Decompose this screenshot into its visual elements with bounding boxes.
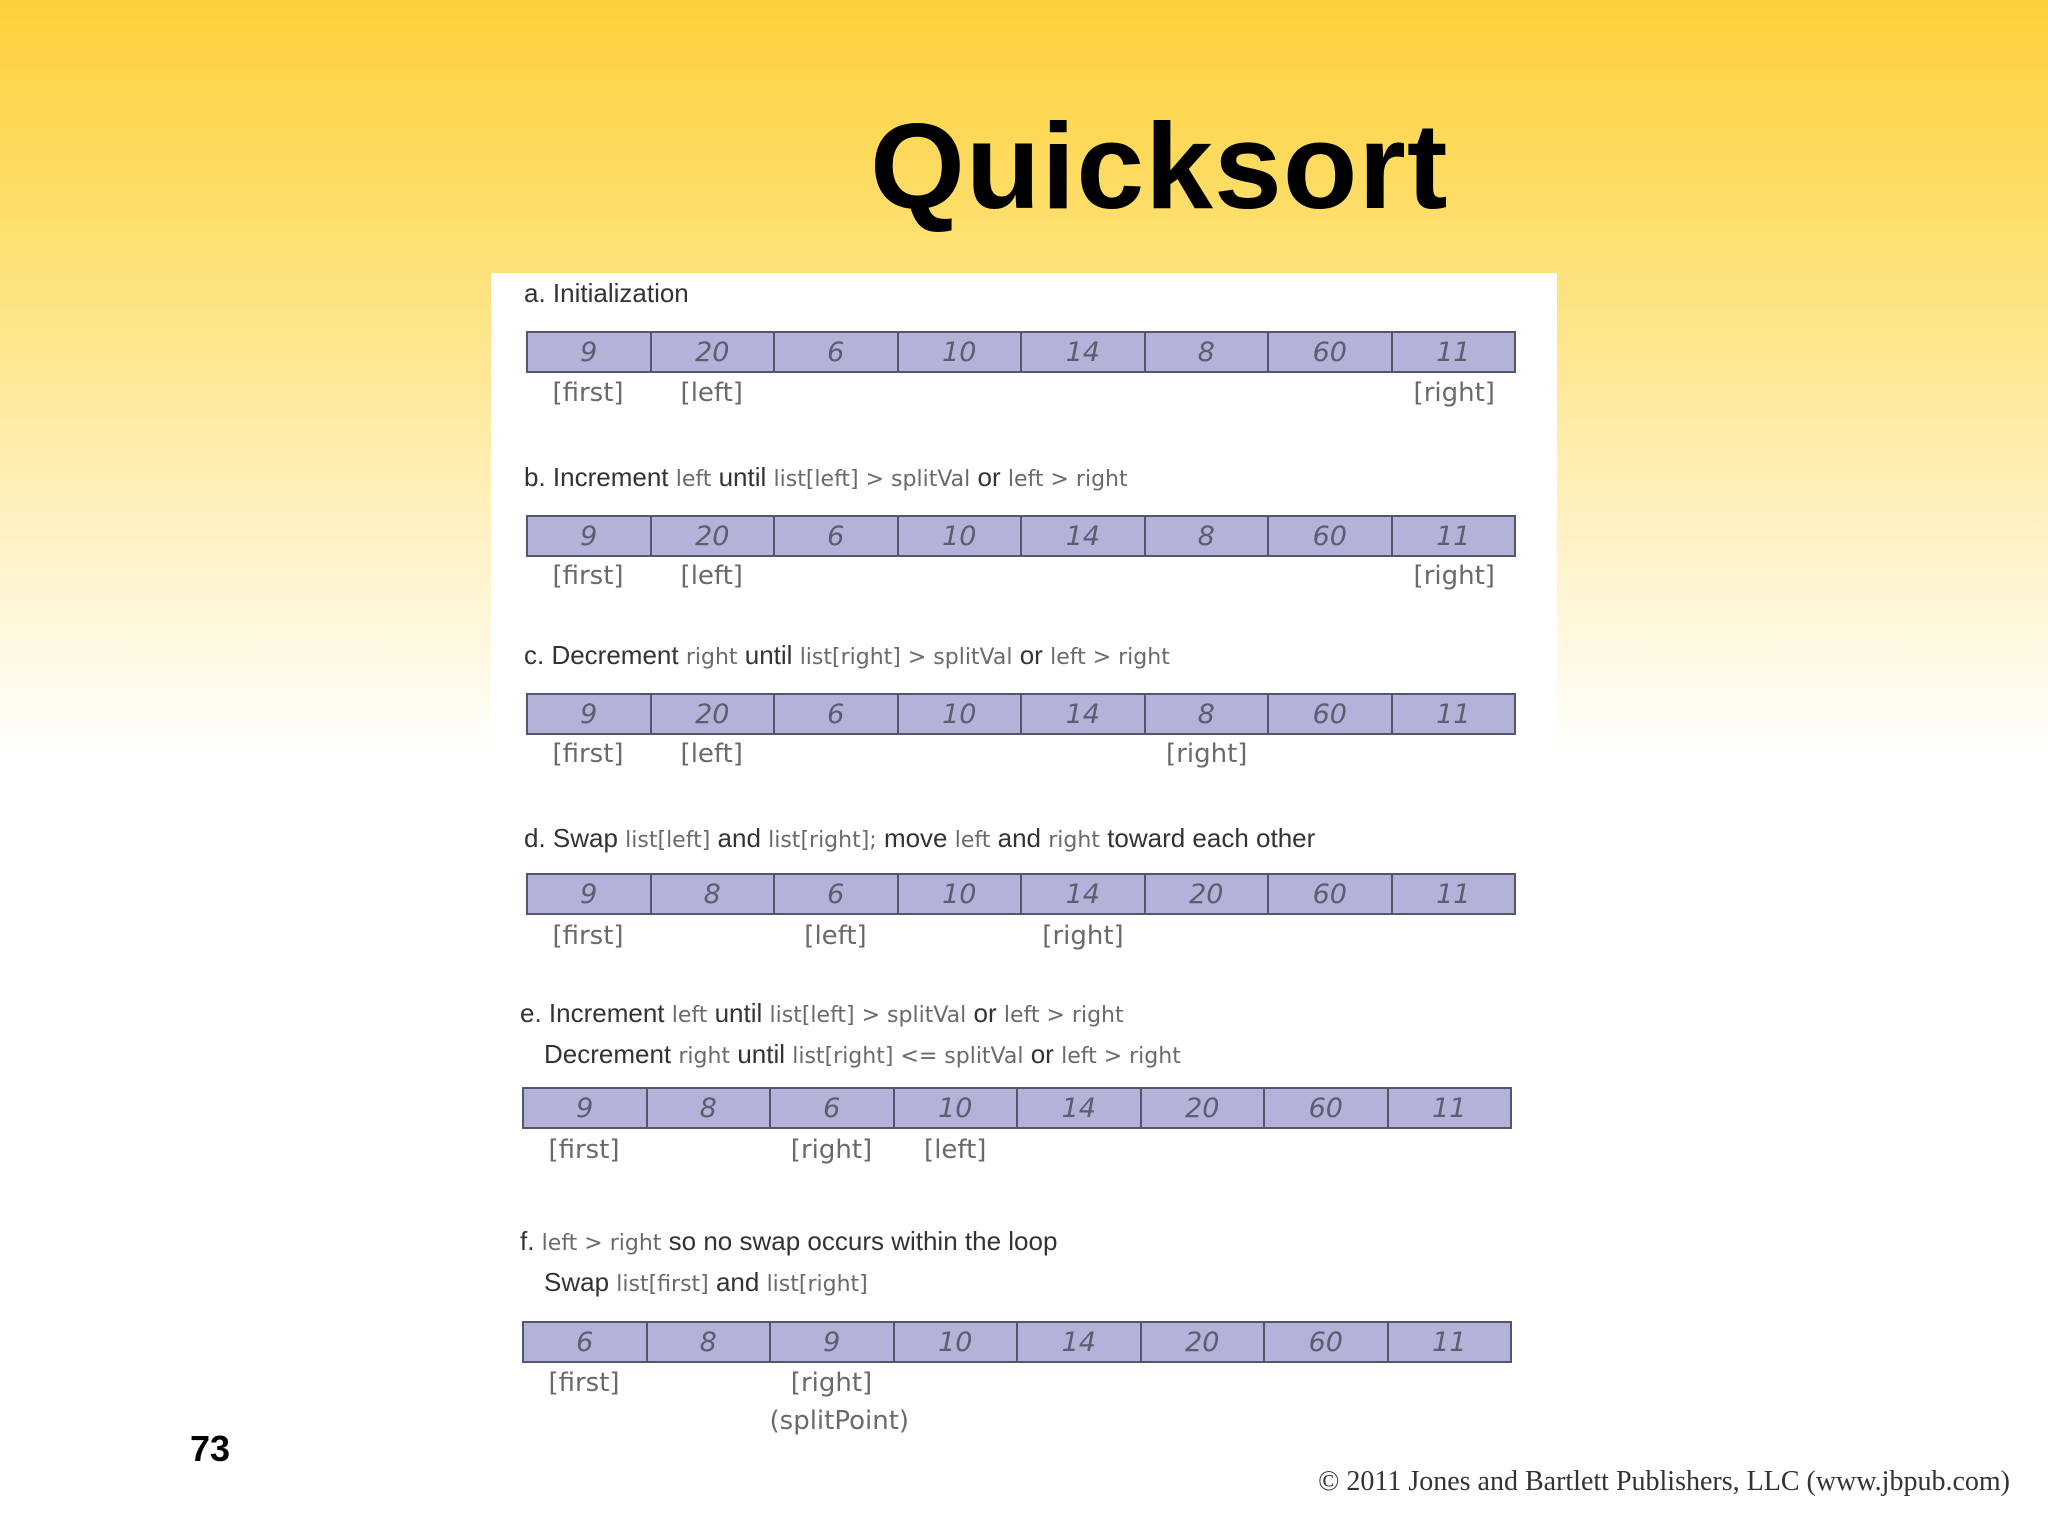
array-cell: 20 xyxy=(652,517,776,555)
caption-code-fragment: left > right xyxy=(1050,645,1170,670)
caption-code-fragment: list[right] xyxy=(766,1272,868,1297)
array-cell: 9 xyxy=(528,333,652,371)
pointer-label: [first] xyxy=(548,1368,620,1398)
array-cell: 11 xyxy=(1436,336,1471,368)
array-cell: 20 xyxy=(652,695,776,733)
array-cell: 11 xyxy=(1436,698,1471,730)
array-cell: 6 xyxy=(775,695,899,733)
array-cell: 60 xyxy=(1269,517,1393,555)
array-cell: 60 xyxy=(1265,1089,1389,1127)
step-caption xyxy=(524,278,689,309)
caption-text-fragment: until xyxy=(737,640,800,670)
array-cell: 10 xyxy=(899,875,1023,913)
pointer-label: [right] xyxy=(1413,378,1495,408)
caption-text-fragment: or xyxy=(1023,1039,1062,1069)
caption-code-fragment: list[left] > splitVal xyxy=(773,467,971,492)
caption-text-fragment: a. Initialization xyxy=(524,278,689,308)
array-cell: 6 xyxy=(775,517,899,555)
array-cell: 8 xyxy=(1146,333,1270,371)
array-cell: 8 xyxy=(652,875,776,913)
caption-text-fragment: until xyxy=(707,998,770,1028)
array-cell: 6 xyxy=(775,333,899,371)
caption-code-fragment: right xyxy=(685,645,738,670)
pointer-label: [left] xyxy=(680,378,743,408)
caption-code-fragment: list[right] > splitVal xyxy=(799,645,1013,670)
pointer-label: [right] xyxy=(1166,739,1248,769)
array-cell: 9 xyxy=(528,875,652,913)
array-cell: 20 xyxy=(1146,875,1270,913)
quicksort-diagram-panel xyxy=(491,273,1557,1453)
caption-text-fragment: until xyxy=(711,462,774,492)
array-cell: 14 xyxy=(1022,517,1146,555)
array-row xyxy=(522,1321,1512,1363)
array-cell: 8 xyxy=(648,1323,772,1361)
caption-code-fragment: list[right]; xyxy=(768,828,877,853)
step-caption xyxy=(524,823,1315,854)
caption-code-fragment: left > right xyxy=(1003,1003,1124,1028)
array-cell: 11 xyxy=(1436,520,1471,552)
caption-text-fragment: or xyxy=(966,998,1004,1028)
array-cell: 20 xyxy=(1142,1323,1266,1361)
pointer-label: [right] xyxy=(790,1135,873,1165)
slide-number: 73 xyxy=(190,1428,231,1469)
caption-text-fragment: e. Increment xyxy=(520,998,672,1028)
array-cell: 10 xyxy=(899,333,1023,371)
pointer-label: [right] xyxy=(790,1368,873,1398)
caption-text-fragment: Swap xyxy=(544,1267,617,1297)
array-cell: 11 xyxy=(1432,1326,1467,1358)
caption-text-fragment: or xyxy=(970,462,1008,492)
caption-code-fragment: left xyxy=(675,467,712,492)
array-cell: 60 xyxy=(1269,333,1393,371)
array-cell: 10 xyxy=(899,517,1023,555)
step-caption xyxy=(524,640,1170,671)
array-cell: 14 xyxy=(1022,875,1146,913)
array-cell: 9 xyxy=(524,1089,648,1127)
pointer-label: (splitPoint) xyxy=(769,1406,910,1436)
caption-code-fragment: list[left] > splitVal xyxy=(769,1003,967,1028)
pointer-label: [left] xyxy=(680,561,743,591)
array-row xyxy=(526,515,1516,557)
array-cell: 14 xyxy=(1022,333,1146,371)
pointer-label: [left] xyxy=(804,921,867,951)
pointer-label: [first] xyxy=(552,561,624,591)
array-cell: 20 xyxy=(1142,1089,1266,1127)
pointer-label: [right] xyxy=(1413,561,1495,591)
caption-text-fragment: so no swap occurs within the loop xyxy=(661,1226,1058,1256)
step-caption xyxy=(520,998,1124,1029)
array-row xyxy=(522,1087,1512,1129)
caption-code-fragment: left > right xyxy=(541,1231,662,1256)
array-cell: 9 xyxy=(528,695,652,733)
caption-text-fragment: toward each other xyxy=(1099,823,1316,853)
array-cell: 6 xyxy=(771,1089,895,1127)
array-cell: 14 xyxy=(1022,695,1146,733)
pointer-label: [first] xyxy=(552,739,624,769)
array-cell: 8 xyxy=(648,1089,772,1127)
caption-text-fragment: f. xyxy=(520,1226,542,1256)
pointer-label: [first] xyxy=(552,378,624,408)
array-cell: 10 xyxy=(895,1089,1019,1127)
array-cell: 14 xyxy=(1018,1323,1142,1361)
caption-text-fragment: c. Decrement xyxy=(524,640,686,670)
caption-text-fragment: d. Swap xyxy=(524,823,626,853)
pointer-label: [left] xyxy=(924,1135,987,1165)
array-cell: 10 xyxy=(895,1323,1019,1361)
array-cell: 9 xyxy=(528,517,652,555)
caption-code-fragment: left xyxy=(954,828,991,853)
pointer-label: [right] xyxy=(1042,921,1124,951)
caption-code-fragment: left > right xyxy=(1007,467,1128,492)
array-row xyxy=(526,873,1516,915)
caption-text-fragment: Decrement xyxy=(544,1039,679,1069)
array-cell: 11 xyxy=(1432,1092,1467,1124)
step-caption xyxy=(520,1226,1057,1257)
caption-code-fragment: list[left] xyxy=(625,828,711,853)
caption-code-fragment: left xyxy=(671,1003,708,1028)
caption-text-fragment: move xyxy=(876,823,955,853)
array-cell: 20 xyxy=(652,333,776,371)
step-caption-line2 xyxy=(544,1267,868,1298)
caption-text-fragment: until xyxy=(730,1039,793,1069)
array-row xyxy=(526,331,1516,373)
caption-code-fragment: right xyxy=(1048,828,1100,853)
array-cell: 8 xyxy=(1146,517,1270,555)
caption-code-fragment: left > right xyxy=(1061,1044,1181,1069)
caption-text-fragment: or xyxy=(1012,640,1051,670)
array-cell: 9 xyxy=(771,1323,895,1361)
step-caption-line2 xyxy=(544,1039,1181,1070)
copyright-notice: © 2011 Jones and Bartlett Publishers, LLC (www.jbpub.com) xyxy=(1318,1466,2010,1497)
array-cell: 60 xyxy=(1269,695,1393,733)
array-cell: 14 xyxy=(1018,1089,1142,1127)
array-cell: 60 xyxy=(1269,875,1393,913)
caption-text-fragment: and xyxy=(710,823,769,853)
caption-code-fragment: list[first] xyxy=(616,1272,709,1297)
array-row xyxy=(526,693,1516,735)
array-cell: 8 xyxy=(1146,695,1270,733)
array-cell: 6 xyxy=(775,875,899,913)
pointer-label: [left] xyxy=(680,739,743,769)
step-caption xyxy=(524,462,1128,493)
caption-text-fragment: and xyxy=(708,1267,767,1297)
pointer-label: [first] xyxy=(552,921,624,951)
array-cell: 10 xyxy=(899,695,1023,733)
array-cell: 60 xyxy=(1265,1323,1389,1361)
caption-code-fragment: list[right] <= splitVal xyxy=(792,1044,1024,1069)
caption-code-fragment: right xyxy=(678,1044,731,1069)
caption-text-fragment: b. Increment xyxy=(524,462,676,492)
caption-text-fragment: and xyxy=(990,823,1049,853)
array-cell: 6 xyxy=(524,1323,648,1361)
pointer-label: [first] xyxy=(548,1135,620,1165)
array-cell: 11 xyxy=(1436,878,1471,910)
slide-title: Quicksort xyxy=(870,98,1449,234)
